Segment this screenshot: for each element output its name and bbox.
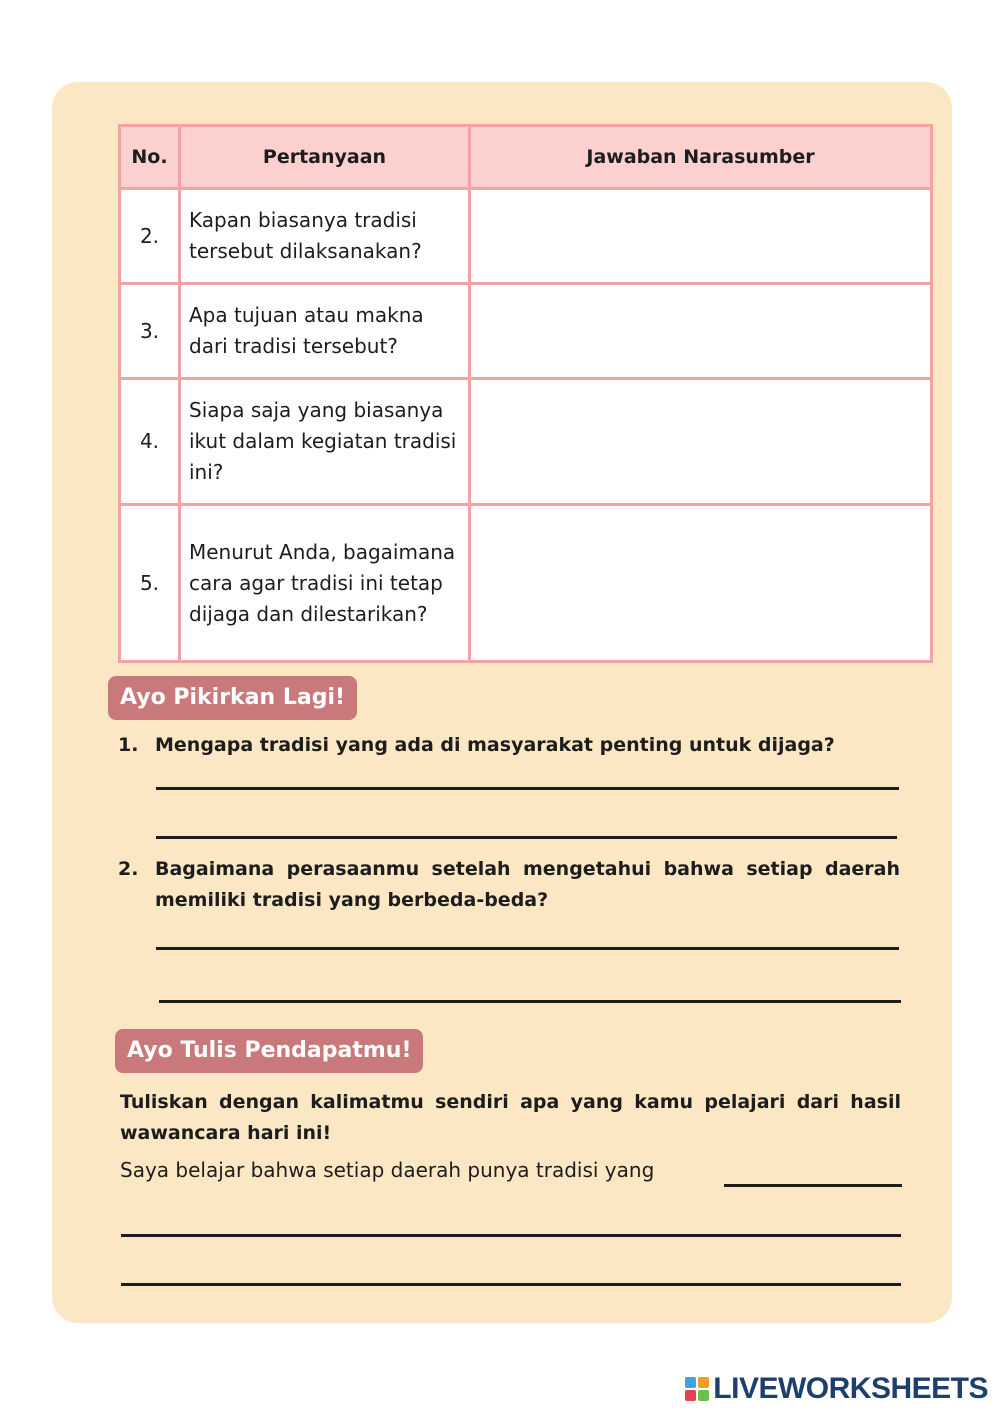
header-question: Pertanyaan bbox=[180, 126, 470, 189]
answer-line[interactable] bbox=[121, 1283, 901, 1286]
answer-line[interactable] bbox=[156, 787, 899, 790]
header-no: No. bbox=[120, 126, 180, 189]
question-number: 1. bbox=[118, 734, 139, 756]
row-question: Menurut Anda, bagaimana cara agar tradisi ini tetap dijaga dan dilestarikan? bbox=[180, 505, 470, 662]
row-question: Kapan biasanya tradisi tersebut dilaksanakan? bbox=[180, 189, 470, 284]
answer-cell[interactable] bbox=[470, 379, 932, 505]
instruction-text: Tuliskan dengan kalimatmu sendiri apa yang kamu pelajari dari hasil wawancara hari ini! bbox=[120, 1091, 901, 1144]
question-item bbox=[118, 730, 900, 761]
row-question: Apa tujuan atau makna dari tradisi tersebut? bbox=[180, 284, 470, 379]
interview-table bbox=[118, 124, 933, 663]
answer-line[interactable] bbox=[724, 1184, 902, 1187]
answer-cell[interactable] bbox=[470, 189, 932, 284]
question-text: Mengapa tradisi yang ada di masyarakat penting untuk dijaga? bbox=[155, 734, 835, 756]
table-row bbox=[120, 379, 932, 505]
logo-grid-icon bbox=[685, 1377, 709, 1401]
answer-line[interactable] bbox=[121, 1234, 901, 1237]
section-title-write-opinion: Ayo Tulis Pendapatmu! bbox=[115, 1029, 423, 1073]
table-row bbox=[120, 505, 932, 662]
section-title-think-again: Ayo Pikirkan Lagi! bbox=[108, 676, 357, 720]
sentence-starter: Saya belajar bahwa setiap daerah punya tradisi yang bbox=[120, 1158, 655, 1182]
table-header-row bbox=[120, 126, 932, 189]
brand-name: LIVEWORKSHEETS bbox=[713, 1372, 988, 1405]
logo-square bbox=[698, 1377, 709, 1388]
logo-square bbox=[698, 1390, 709, 1401]
answer-cell[interactable] bbox=[470, 284, 932, 379]
table-row bbox=[120, 189, 932, 284]
answer-line[interactable] bbox=[156, 947, 899, 950]
answer-cell[interactable] bbox=[470, 505, 932, 662]
logo-square bbox=[685, 1390, 696, 1401]
row-number: 5. bbox=[120, 505, 180, 662]
row-number: 4. bbox=[120, 379, 180, 505]
answer-line[interactable] bbox=[159, 1000, 901, 1003]
logo-square bbox=[685, 1377, 696, 1388]
table-row bbox=[120, 284, 932, 379]
header-answer: Jawaban Narasumber bbox=[470, 126, 932, 189]
question-item bbox=[118, 854, 900, 916]
liveworksheets-logo bbox=[685, 1372, 988, 1406]
question-number: 2. bbox=[118, 858, 139, 880]
question-text: Bagaimana perasaanmu setelah mengetahui bahwa setiap daerah memiliki tradisi yang berbeda-beda? bbox=[155, 858, 900, 911]
row-number: 3. bbox=[120, 284, 180, 379]
row-question: Siapa saja yang biasanya ikut dalam kegiatan tradisi ini? bbox=[180, 379, 470, 505]
row-number: 2. bbox=[120, 189, 180, 284]
answer-line[interactable] bbox=[156, 836, 897, 839]
